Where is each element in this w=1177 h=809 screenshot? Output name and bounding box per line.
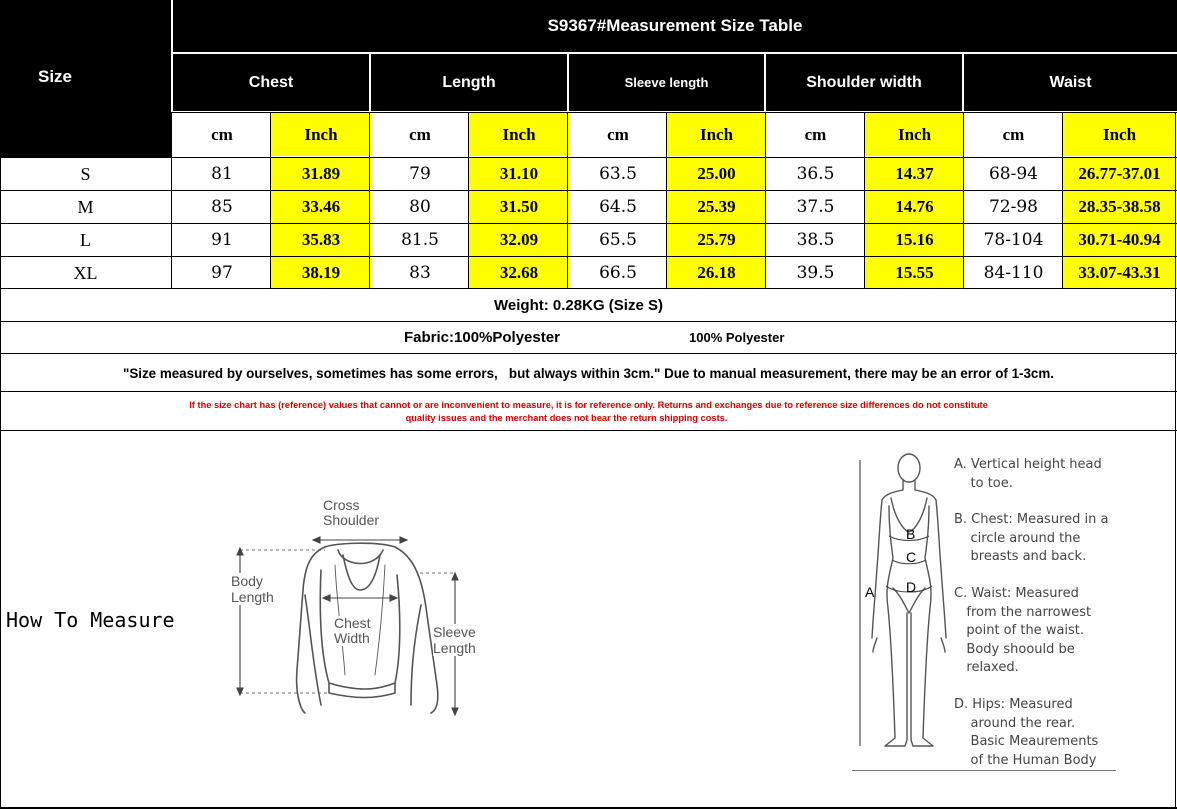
group-chest [173,54,369,111]
legend-item [954,585,1091,678]
cm-value-cell: 38.5 [796,230,835,250]
legend-line: around the rear. [954,715,1076,731]
cm-value-cell: 37.5 [796,197,835,217]
group-length-label: Length [442,73,496,91]
size-header [0,0,171,157]
garment-diagram [225,495,495,725]
unit-cm-header: cm [569,113,667,156]
disclaimer-line-2: quality issues and the merchant does not bear the return shipping costs. [405,412,728,423]
sleeve-length-label [433,624,476,656]
body-letter-c: C [906,549,917,565]
group-chest-label: Chest [248,73,294,91]
note-text: "Size measured by ourselves, sometimes has some errors, but always within 3cm." Due to manual measurement, there may be an error of 1-3cm. [122,365,1055,381]
legend-line: Basic Meaurements [954,734,1099,749]
group-shoulder-label: Shoulder width [806,73,922,91]
cross-shoulder-label [323,498,379,528]
unit-inch-header: Inch [865,113,964,156]
inch-value-cell: 25.79 [667,224,766,256]
unit-inch-header: Inch [1063,113,1176,156]
legend-line: relaxed. [954,660,1019,675]
inch-value-cell: 38.19 [271,257,371,289]
inch-value-cell: 15.55 [865,257,964,289]
cm-value-cell: 78-104 [983,230,1044,250]
legend-line: breasts and back. [954,549,1087,564]
weight-row [0,290,1177,320]
legend-item [954,456,1102,493]
inch-value-cell: 25.39 [667,191,766,223]
group-sleeve-label: Sleeve length [624,75,709,90]
legend-line: C. Waist: Measured [954,586,1079,601]
body-length-label [231,573,274,605]
chest-width-label [334,616,371,646]
disclaimer-line-1: If the size chart has (reference) values that cannot or are inconvenient to measure, it is for reference only. Returns and exchanges due to reference size differences do not constitute [189,399,988,410]
cm-value-cell: 63.5 [599,164,637,184]
cm-value-cell: 65.5 [599,230,637,250]
cm-value-cell: 84-110 [983,263,1044,283]
legend-line: point of the waist. [954,623,1085,638]
inch-value-cell: 31.89 [271,158,371,190]
cm-value-cell: 36.5 [796,164,835,184]
legend-item [954,696,1098,770]
body-letter-a: A [865,584,875,600]
cm-value-cell: 91 [211,230,233,250]
body-letter-d: D [906,579,917,595]
inch-value-cell: 31.10 [469,158,569,190]
inch-value-cell: 31.50 [469,191,569,223]
cm-value-cell: 72-98 [988,197,1038,217]
inch-value-cell: 28.35-38.58 [1063,191,1176,223]
legend-line: A. Vertical height head [954,457,1102,472]
size-cell: S [80,163,91,184]
weight-text: Weight: 0.28KG (Size S) [494,296,663,314]
disclaimer [0,393,1177,430]
cm-value-cell: 85 [211,197,233,217]
group-shoulder [766,54,962,111]
how-to-measure-label: How To Measure [6,608,175,632]
unit-inch-header: Inch [667,113,766,156]
inch-value-cell: 14.76 [865,191,964,223]
cm-value-cell: 66.5 [599,263,637,283]
body-length-line-1: Body [231,573,263,589]
cm-value-cell: 81.5 [401,230,439,250]
unit-cm-header: cm [371,113,469,156]
cm-value-cell: 81 [211,164,233,184]
group-length [371,54,567,111]
body-length-line-2: Length [231,589,274,605]
sleeve-length-line-2: Length [433,640,476,656]
group-waist [964,54,1177,111]
chest-width-line-1: Chest [334,615,371,631]
body-figure [855,448,955,753]
inch-value-cell: 14.37 [865,158,964,190]
fabric-row [0,322,1177,353]
cm-value-cell: 39.5 [796,263,835,283]
inch-value-cell: 26.77-37.01 [1063,158,1176,190]
size-cell: M [77,196,94,217]
inch-value-cell: 35.83 [271,224,371,256]
unit-cm-header: cm [173,113,271,156]
table-title-text: S9367#Measurement Size Table [547,16,803,35]
unit-cm-header: cm [964,113,1063,156]
body-letter-b: B [906,526,916,542]
cm-value-cell: 64.5 [599,197,637,217]
legend-line: circle around the [954,530,1081,546]
unit-cm-header: cm [766,113,865,156]
sleeve-length-line-1: Sleeve [433,624,476,640]
chest-width-line-2: Width [334,630,370,646]
inch-value-cell: 25.00 [667,158,766,190]
size-cell: L [80,229,91,250]
human-body-icon [872,454,946,746]
inch-value-cell: 33.46 [271,191,371,223]
cm-value-cell: 97 [211,263,233,283]
legend-line: to toe. [954,475,1013,491]
unit-inch-header: Inch [469,113,569,156]
cm-value-cell: 79 [409,164,431,184]
size-cell: XL [73,262,98,283]
legend-line: Body shoould be [954,641,1075,657]
table-title [173,0,1177,52]
group-sleeve [569,54,764,111]
legend-line: D. Hips: Measured [954,697,1073,712]
legend-line: from the narrowest [954,604,1092,620]
inch-value-cell: 30.71-40.94 [1063,224,1176,256]
inch-value-cell: 33.07-43.31 [1063,257,1176,289]
legend-line: of the Human Body [954,752,1097,768]
inch-value-cell: 32.09 [469,224,569,256]
measurement-note [0,355,1177,391]
inch-value-cell: 26.18 [667,257,766,289]
cross-shoulder-line-2: Shoulder [323,512,380,528]
legend-line: B. Chest: Measured in a [954,512,1109,527]
cross-shoulder-line-1: Cross [323,497,360,513]
legend-item [954,511,1108,567]
fabric-extra-text: 100% Polyester [689,330,785,345]
size-label: Size [38,66,73,86]
inch-value-cell: 32.68 [469,257,569,289]
group-waist-label: Waist [1049,73,1092,91]
cm-value-cell: 68-94 [988,164,1038,184]
unit-inch-header: Inch [271,113,371,156]
fabric-text: Fabric:100%Polyester [404,329,560,346]
cm-value-cell: 83 [409,263,431,283]
cm-value-cell: 80 [409,197,431,217]
body-measure-lines [860,460,932,746]
inch-value-cell: 15.16 [865,224,964,256]
